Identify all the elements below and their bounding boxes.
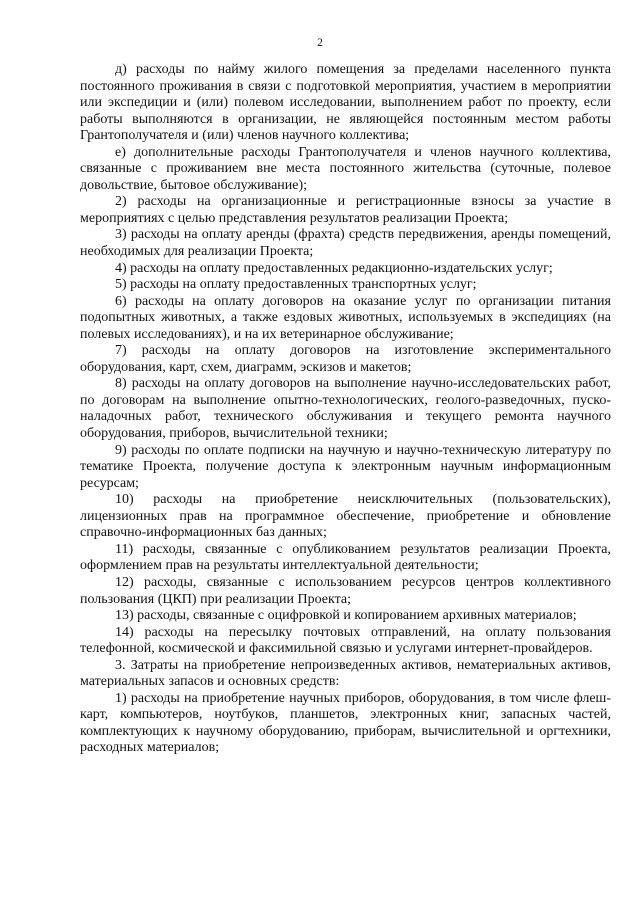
paragraph-item-5: 5) расходы на оплату предоставленных транспортных услуг;: [115, 277, 477, 293]
paragraph-item-12: 12) расходы, связанные с использованием ресурсов центров коллективного пользования (ЦКП) при реализации Проекта;: [80, 574, 611, 607]
paragraph-item-6: 6) расходы на оплату договоров на оказание услуг по организации питания подопытных животных, а также ездовых животных, используемых в экспедициях (на полевых исследованиях), и на их ветеринарное обслуживание;: [80, 293, 611, 342]
paragraph-item-7: 7) расходы на оплату договоров на изготовление экспериментального оборудования, карт, схем, диаграмм, эскизов и макетов;: [80, 343, 611, 375]
paragraph-item-10: 10) расходы на приобретение неисключительных (пользовательских), лицензионных прав на программное обеспечение, приобретение и обновление справочно-информационных баз данных;: [80, 492, 611, 541]
paragraph-item-11: 11) расходы, связанные с опубликованием результатов реализации Проекта, оформлением прав на результаты интеллектуальной деятельности;: [80, 541, 611, 574]
paragraph-item-d: д) расходы по найму жилого помещения за пределами населенного пункта постоянного проживания в связи с подготовкой мероприятия, участием в мероприятии или экспедиции и (или) полевом исследовании, выполнением работ по проекту, если работы выполняются в организации, не являющейся постоянным местом работы Грантополучателя и (или) членов научного коллектива;: [80, 62, 611, 144]
paragraph-item-3-1: 1) расходы на приобретение научных приборов, оборудования, в том числе флеш-карт, компьютеров, ноутбуков, планшетов, электронных книг, запасных частей, комплектующих к научному оборудованию, приборам, вычислительной и оргтехники, расходных материалов;: [80, 690, 611, 756]
paragraph-item-13: 13) расходы, связанные с оцифровкой и копированием архивных материалов;: [115, 608, 577, 624]
document-body: [80, 62, 611, 757]
page-number: 2: [317, 37, 323, 49]
paragraph-item-3: 3) расходы на оплату аренды (фрахта) средств передвижения, аренды помещений, необходимых для реализации Проекта;: [80, 227, 611, 260]
paragraph-item-9: 9) расходы по оплате подписки на научную и научно-техническую литературу по тематике Проекта, получение доступа к электронным научным информационным ресурсам;: [80, 442, 611, 491]
paragraph-item-4: 4) расходы на оплату предоставленных редакционно-издательских услуг;: [115, 260, 553, 276]
paragraph-item-14: 14) расходы на пересылку почтовых отправлений, на оплату пользования телефонной, космической и факсимильной связью и услугами интернет-провайдеров.: [80, 624, 611, 657]
paragraph-item-8: 8) расходы на оплату договоров на выполнение научно-исследовательских работ, по договорам на выполнение опытно-технологических, геолого-разведочных, пуско-наладочных работ, технического обслуживания и текущего ремонта научного оборудования, приборов, вычислительной техники;: [80, 376, 611, 442]
paragraph-item-2: 2) расходы на организационные и регистрационные взносы за участие в мероприятиях с целью представления результатов реализации Проекта;: [80, 194, 611, 226]
section-heading-3: 3. Затраты на приобретение непроизведенных активов, нематериальных активов, материальных запасов и основных средств:: [80, 657, 611, 690]
paragraph-item-e: е) дополнительные расходы Грантополучателя и членов научного коллектива, связанные с проживанием вне места постоянного жительства (суточные, полевое довольствие, бытовое обслуживание);: [80, 144, 611, 193]
